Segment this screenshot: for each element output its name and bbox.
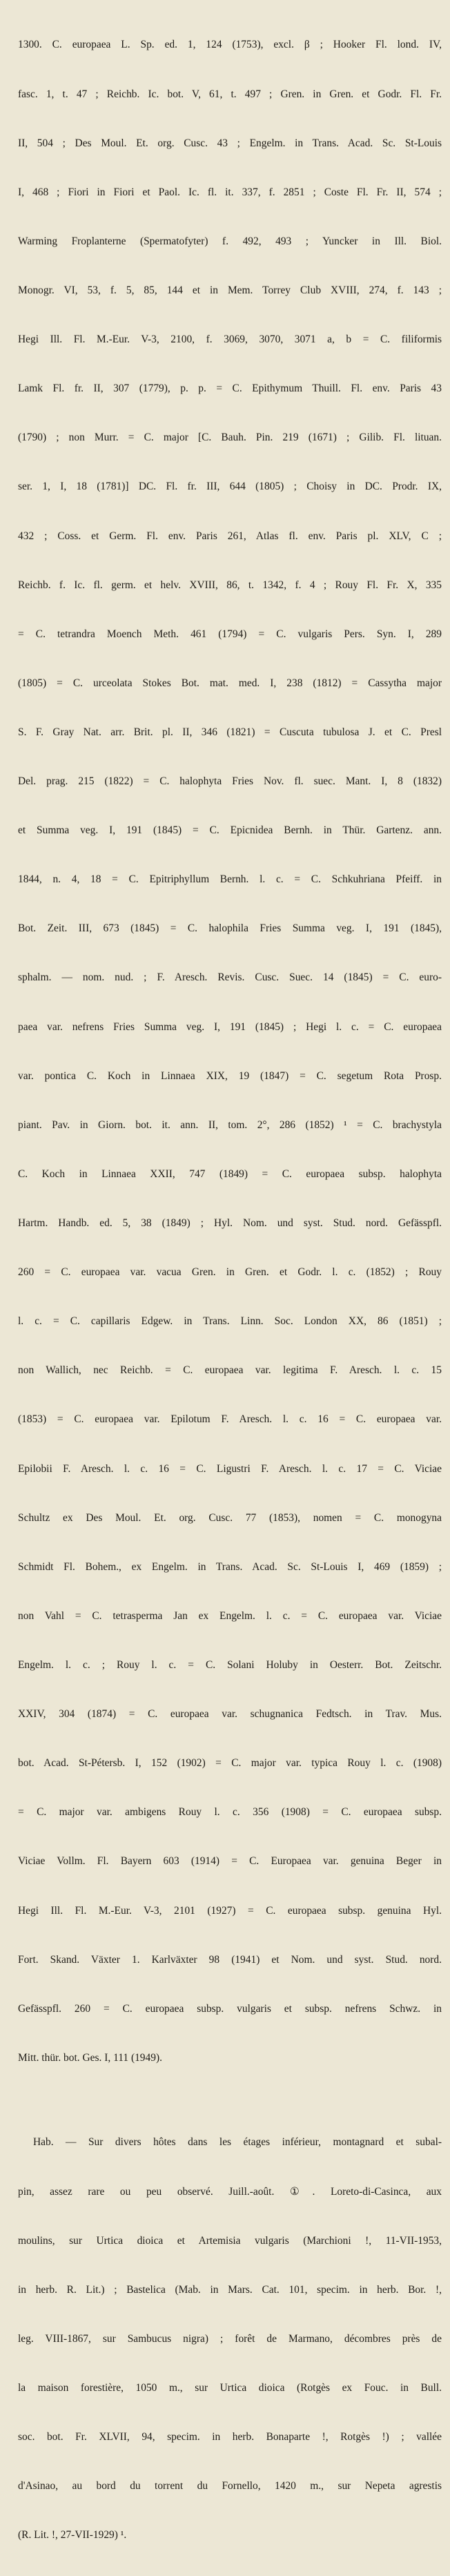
entry-line: paea var. nefrens Fries Summa veg. I, 191 (1845) ; Hegi l. c. = C. europaea — [18, 1020, 442, 1033]
entry-line: I, 468 ; Fiori in Fiori et Paol. Ic. fl. it. 337, f. 2851 ; Coste Fl. Fr. II, 574 ; — [18, 186, 442, 198]
entry-line: Viciae Vollm. Fl. Bayern 603 (1914) = C. Europaea var. genuina Beger in — [18, 1855, 442, 1868]
entry-line: (1805) = C. urceolata Stokes Bot. mat. med. I, 238 (1812) = Cassytha major — [18, 677, 442, 689]
species-entry — [18, 4, 442, 2099]
habitat-line: d'Asinao, au bord du torrent du Fornello, 1420 m., sur Nepeta agrestis — [18, 2480, 442, 2492]
entry-line: Schultz ex Des Moul. Et. org. Cusc. 77 (1853), nomen = C. monogyna — [18, 1511, 442, 1524]
habitat-line: soc. bot. Fr. XLVII, 94, specim. in herb. Bonaparte !, Rotgès !) ; vallée — [18, 2431, 442, 2443]
entry-line: ser. 1, I, 18 (1781)] DC. Fl. fr. III, 644 (1805) ; Choisy in DC. Prodr. IX, — [18, 481, 442, 493]
entry-line: Hegi Ill. Fl. M.-Eur. V-3, 2101 (1927) = C. europaea subsp. genuina Hyl. — [18, 1904, 442, 1917]
entry-line: Mitt. thür. bot. Ges. I, 111 (1949). — [18, 2051, 162, 2064]
entry-line: Lamk Fl. fr. II, 307 (1779), p. p. = C. Epithymum Thuill. Fl. env. Paris 43 — [18, 382, 442, 395]
entry-line: = C. tetrandra Moench Meth. 461 (1794) = C. vulgaris Pers. Syn. I, 289 — [18, 628, 442, 640]
habitat-line: Hab. — Sur divers hôtes dans les étages inférieur, montagnard et subal- — [33, 2136, 442, 2149]
habitat-paragraph — [18, 2102, 442, 2576]
entry-line: 260 = C. europaea var. vacua Gren. in Gren. et Godr. l. c. (1852) ; Rouy — [18, 1266, 442, 1279]
entry-line: fasc. 1, t. 47 ; Reichb. Ic. bot. V, 61, t. 497 ; Gren. in Gren. et Godr. Fl. Fr. — [18, 88, 442, 100]
entry-line: bot. Acad. St-Pétersb. I, 152 (1902) = C. major var. typica Rouy l. c. (1908) — [18, 1757, 442, 1770]
entry-line: XXIV, 304 (1874) = C. europaea var. schugnanica Fedtsch. in Trav. Mus. — [18, 1708, 442, 1721]
habitat-line: pin, assez rare ou peu observé. Juill.-août. ①. Loreto-di-Casinca, aux — [18, 2185, 442, 2198]
entry-line: Engelm. l. c. ; Rouy l. c. = C. Solani Holuby in Oesterr. Bot. Zeitschr. — [18, 1659, 442, 1672]
entry-line: l. c. = C. capillaris Edgew. in Trans. Linn. Soc. London XX, 86 (1851) ; — [18, 1315, 442, 1328]
entry-line: Reichb. f. Ic. fl. germ. et helv. XVIII, 86, t. 1342, f. 4 ; Rouy Fl. Fr. X, 335 — [18, 579, 442, 591]
habitat-line: la maison forestière, 1050 m., sur Urtica dioica (Rotgès ex Fouc. in Bull. — [18, 2381, 442, 2394]
entry-line: Schmidt Fl. Bohem., ex Engelm. in Trans. Acad. Sc. St-Louis I, 469 (1859) ; — [18, 1560, 442, 1573]
entry-line: Gefässpfl. 260 = C. europaea subsp. vulgaris et subsp. nefrens Schwz. in — [18, 2002, 442, 2015]
entry-line: II, 504 ; Des Moul. Et. org. Cusc. 43 ; Engelm. in Trans. Acad. Sc. St-Louis — [18, 137, 442, 149]
entry-line: Fort. Skand. Växter 1. Karlväxter 98 (1941) et Nom. und syst. Stud. nord. — [18, 1953, 442, 1966]
entry-line: Hegi Ill. Fl. M.-Eur. V-3, 2100, f. 3069, 3070, 3071 a, b = C. filiformis — [18, 333, 442, 346]
entry-line: 1300. C. europaea L. Sp. ed. 1, 124 (1753), excl. β ; Hooker Fl. lond. IV, — [18, 39, 442, 51]
entry-line: non Vahl = C. tetrasperma Jan ex Engelm. l. c. = C. europaea var. Viciae — [18, 1609, 442, 1622]
entry-line: (1853) = C. europaea var. Epilotum F. Aresch. l. c. 16 = C. europaea var. — [18, 1413, 442, 1426]
entry-line: Del. prag. 215 (1822) = C. halophyta Fries Nov. fl. suec. Mant. I, 8 (1832) — [18, 775, 442, 788]
entry-line: 1844, n. 4, 18 = C. Epitriphyllum Bernh. l. c. = C. Schkuhriana Pfeiff. in — [18, 873, 442, 886]
entry-line: Monogr. VI, 53, f. 5, 85, 144 et in Mem. Torrey Club XVIII, 274, f. 143 ; — [18, 284, 442, 296]
habitat-line: leg. VIII-1867, sur Sambucus nigra) ; forêt de Marmano, décombres près de — [18, 2332, 442, 2345]
entry-line: non Wallich, nec Reichb. = C. europaea var. legitima F. Aresch. l. c. 15 — [18, 1364, 442, 1377]
entry-line: piant. Pav. in Giorn. bot. it. ann. II, tom. 2°, 286 (1852) ¹ = C. brachystyla — [18, 1118, 442, 1131]
entry-line: Bot. Zeit. III, 673 (1845) = C. halophila Fries Summa veg. I, 191 (1845), — [18, 922, 442, 935]
entry-line: 432 ; Coss. et Germ. Fl. env. Paris 261, Atlas fl. env. Paris pl. XLV, C ; — [18, 530, 442, 542]
entry-line: (1790) ; non Murr. = C. major [C. Bauh. Pin. 219 (1671) ; Gilib. Fl. lituan. — [18, 432, 442, 444]
entry-line: C. Koch in Linnaea XXII, 747 (1849) = C. europaea subsp. halophyta — [18, 1168, 442, 1180]
habitat-line: in herb. R. Lit.) ; Bastelica (Mab. in Mars. Cat. 101, specim. in herb. Bor. !, — [18, 2283, 442, 2296]
entry-line: sphalm. — nom. nud. ; F. Aresch. Revis. Cusc. Suec. 14 (1845) = C. euro- — [18, 971, 442, 984]
entry-line: Hartm. Handb. ed. 5, 38 (1849) ; Hyl. Nom. und syst. Stud. nord. Gefässpfl. — [18, 1217, 442, 1230]
entry-line: var. pontica C. Koch in Linnaea XIX, 19 (1847) = C. segetum Rota Prosp. — [18, 1069, 442, 1082]
entry-line: = C. major var. ambigens Rouy l. c. 356 (1908) = C. europaea subsp. — [18, 1806, 442, 1819]
habitat-line: (R. Lit. !, 27-VII-1929) ¹. — [18, 2529, 127, 2541]
entry-line: Warming Froplanterne (Spermatofyter) f. 492, 493 ; Yuncker in Ill. Biol. — [18, 235, 442, 247]
habitat-line: moulins, sur Urtica dioica et Artemisia vulgaris (Marchioni !, 11-VII-1953, — [18, 2234, 442, 2247]
entry-line: Epilobii F. Aresch. l. c. 16 = C. Ligustri F. Aresch. l. c. 17 = C. Viciae — [18, 1462, 442, 1475]
entry-line: et Summa veg. I, 191 (1845) = C. Epicnidea Bernh. in Thür. Gartenz. ann. — [18, 824, 442, 837]
entry-line: S. F. Gray Nat. arr. Brit. pl. II, 346 (1821) = Cuscuta tubulosa J. et C. Presl — [18, 726, 442, 738]
